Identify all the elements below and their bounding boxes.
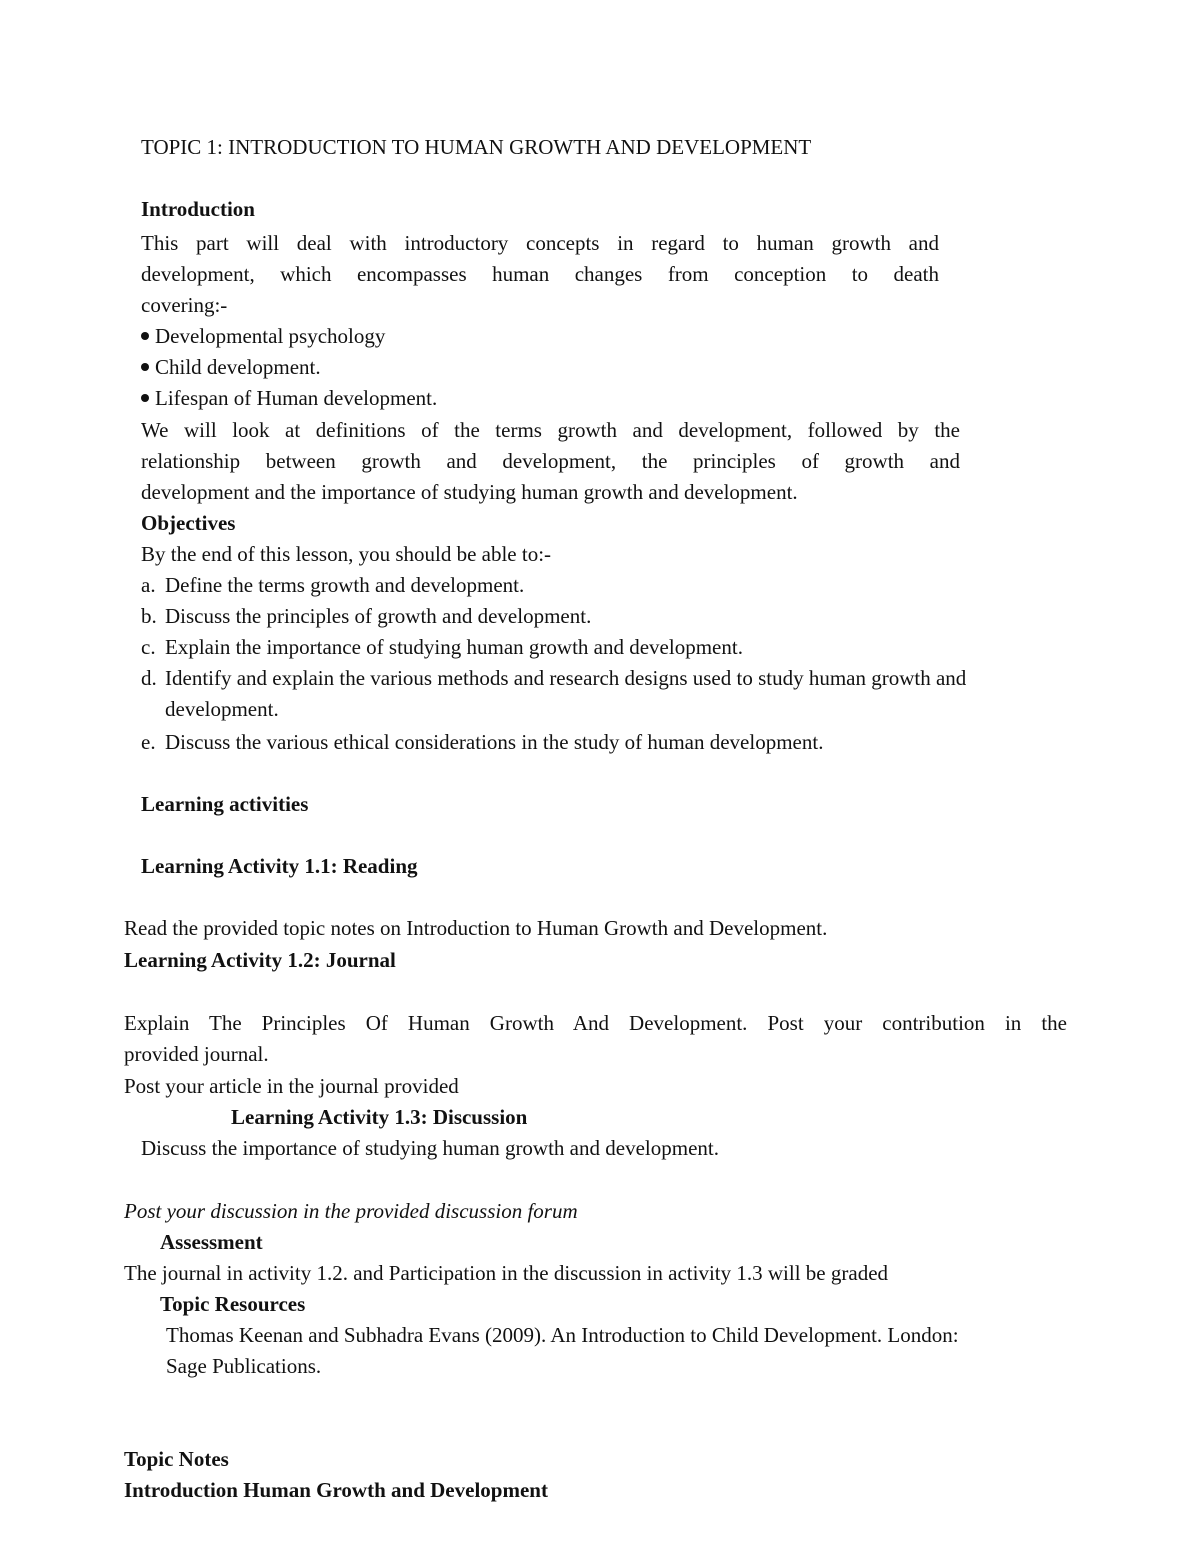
objectives-heading: Objectives	[141, 511, 236, 535]
bullet-icon	[141, 332, 149, 340]
bullet-icon	[141, 394, 149, 402]
activity-1-1-text: Read the provided topic notes on Introduction to Human Growth and Development.	[124, 916, 828, 940]
activity-1-3-heading: Learning Activity 1.3: Discussion	[231, 1105, 528, 1129]
activity-1-2-line: provided journal.	[124, 1042, 269, 1066]
objective-letter: d.	[141, 666, 157, 690]
objective-text: development.	[165, 697, 279, 721]
bullet-text: Developmental psychology	[155, 324, 386, 348]
activity-1-2-heading: Learning Activity 1.2: Journal	[124, 948, 396, 972]
topic-notes-heading: Topic Notes	[124, 1447, 229, 1471]
resources-line: Thomas Keenan and Subhadra Evans (2009). An Introduction to Child Development. London:	[166, 1323, 959, 1347]
intro-paragraph-line: development and the importance of studying human growth and development.	[141, 480, 798, 504]
resources-line: Sage Publications.	[166, 1354, 322, 1378]
bullet-item	[141, 383, 437, 414]
activity-1-1-heading: Learning Activity 1.1: Reading	[141, 854, 418, 878]
bullet-text: Lifespan of Human development.	[155, 386, 438, 410]
activity-1-3-text: Discuss the importance of studying human growth and development.	[141, 1136, 719, 1160]
objective-letter: c.	[141, 635, 156, 659]
objective-text: Explain the importance of studying human growth and development.	[165, 635, 743, 659]
assessment-text: The journal in activity 1.2. and Participation in the discussion in activity 1.3 will be graded	[124, 1261, 889, 1285]
bullet-item	[141, 321, 385, 352]
intro-paragraph-line: relationship between growth and development, the principles of growth and	[141, 449, 960, 473]
objective-letter: a.	[141, 573, 156, 597]
objective-item	[141, 727, 823, 758]
bullet-icon	[141, 363, 149, 371]
activity-1-2-line: Explain The Principles Of Human Growth And Development. Post your contribution in the	[124, 1011, 1067, 1035]
objective-item	[141, 632, 743, 663]
resources-heading: Topic Resources	[160, 1292, 306, 1316]
bullet-item	[141, 352, 321, 383]
topic-notes-subheading: Introduction Human Growth and Development	[124, 1478, 548, 1502]
bullet-text: Child development.	[155, 355, 321, 379]
intro-paragraph-line: This part will deal with introductory concepts in regard to human growth and	[141, 231, 939, 255]
objective-item	[141, 694, 279, 725]
objective-text: Discuss the principles of growth and development.	[165, 604, 592, 628]
intro-paragraph-line: We will look at definitions of the terms growth and development, followed by the	[141, 418, 960, 442]
intro-paragraph-line: covering:-	[141, 293, 228, 317]
objective-item	[141, 570, 524, 601]
learning-activities-heading: Learning activities	[141, 792, 309, 816]
discussion-note: Post your discussion in the provided discussion forum	[124, 1199, 578, 1223]
assessment-heading: Assessment	[160, 1230, 263, 1254]
objective-item	[141, 601, 591, 632]
objective-text: Discuss the various ethical considerations in the study of human development.	[165, 730, 824, 754]
objective-letter: b.	[141, 604, 157, 628]
intro-paragraph-line: development, which encompasses human changes from conception to death	[141, 262, 939, 286]
objectives-lead: By the end of this lesson, you should be able to:-	[141, 542, 552, 566]
objective-text: Define the terms growth and development.	[165, 573, 525, 597]
activity-1-2-post: Post your article in the journal provided	[124, 1074, 459, 1098]
objective-letter: e.	[141, 730, 156, 754]
introduction-heading: Introduction	[141, 197, 255, 221]
objective-item	[141, 663, 966, 694]
page-title: TOPIC 1: INTRODUCTION TO HUMAN GROWTH AND DEVELOPMENT	[141, 135, 812, 159]
objective-text: Identify and explain the various methods and research designs used to study human growth and	[165, 666, 967, 690]
